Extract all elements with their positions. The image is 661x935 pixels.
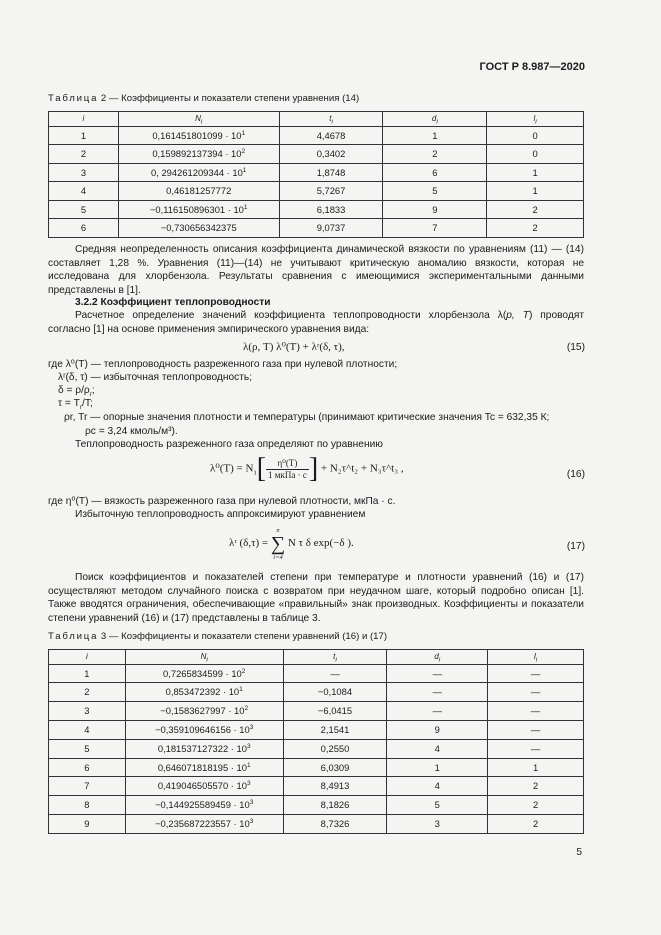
definition-rho-c: ρc = 3,24 кмоль/м³). [85, 426, 178, 437]
table-cell [488, 777, 584, 796]
table-cell [279, 163, 383, 182]
table-cell [125, 664, 283, 683]
equation-17-number: (17) [566, 541, 585, 552]
table-cell [487, 126, 584, 145]
cell-value: 5 [80, 203, 87, 215]
cell-exponent: 2 [244, 705, 249, 713]
table-cell [125, 796, 283, 815]
table-cell [487, 145, 584, 164]
cell-value: 6 [84, 761, 90, 773]
paragraph-excess-conductivity: Избыточную теплопроводность аппроксимируют уравнением [75, 509, 366, 520]
table-cell [387, 777, 488, 796]
table-cell [387, 664, 488, 683]
table3-header-text: N [200, 652, 207, 661]
table3-header-i [49, 650, 126, 665]
cell-value: 9 [432, 203, 438, 215]
cell-value: 1 [434, 761, 440, 773]
cell-value: 0,159892137394 · 10 [152, 148, 242, 160]
table-cell [387, 720, 488, 739]
table-cell [49, 758, 126, 777]
cell-value: −0,116150896301 · 10 [149, 203, 244, 215]
cell-exponent: 3 [246, 780, 251, 788]
table-cell [49, 126, 119, 145]
table-cell [488, 683, 584, 702]
table-cell [387, 758, 488, 777]
table-cell [387, 814, 488, 833]
equation-16-numerator: η⁰(T) [266, 458, 309, 470]
cell-value: −0,359109646156 · 10 [155, 724, 250, 736]
table-row [49, 145, 584, 164]
equation-16-fraction [266, 458, 309, 481]
table-cell [283, 758, 387, 777]
table-cell [49, 200, 119, 219]
equation-16-rhs: + N₂τ^t₂ + N₃τ^t₃ , [320, 462, 404, 475]
definition-lambda0: где λ⁰(T) — теплопроводность разреженного газа при нулевой плотности; [48, 359, 398, 370]
cell-value: 0 [532, 148, 538, 160]
table3-header-row [49, 650, 584, 665]
table-cell [125, 777, 283, 796]
table-cell [118, 163, 279, 182]
table3-header-l [488, 650, 584, 665]
table-cell [283, 814, 387, 833]
cell-value: 1 [532, 185, 538, 197]
cell-exponent: 1 [239, 686, 243, 694]
table-cell [49, 739, 126, 758]
cell-value: 0,161451801099 · 10 [152, 129, 242, 141]
table-row [49, 777, 584, 796]
cell-value: 0,3402 [316, 148, 346, 160]
table2-header-subscript: i [535, 118, 537, 126]
table-row [49, 200, 584, 219]
cell-value: — [530, 705, 541, 717]
equation-16: $\lambda^0(T) = N_1$[ $\frac{\text{η⁰(T)}}{\text{1 мкПа · с}}$ ] + N₂τ^t₂ + N₃τ^t₃ , [210, 453, 404, 484]
table-cell [383, 126, 487, 145]
cell-exponent: 1 [241, 129, 246, 137]
table3-header-subscript: i [335, 656, 337, 664]
cell-value: −0,144925589459 · 10 [155, 799, 250, 811]
table2-header-subscript: i [331, 118, 333, 126]
table-cell [125, 683, 283, 702]
table3-header-subscript: i [535, 656, 538, 664]
cell-value: −0,730656342375 [160, 222, 237, 234]
cell-value: −0,235687223557 · 10 [155, 818, 250, 830]
cell-value: 2 [532, 780, 539, 792]
cell-value: — [432, 667, 442, 679]
definition-delta-main: δ = ρ/ρ [58, 385, 90, 396]
equation-17-rhs: N τ δ exp(−δ ). [287, 537, 354, 550]
table-cell [488, 739, 584, 758]
table3-header-text: i [86, 652, 88, 661]
table-cell [283, 796, 387, 815]
table2-caption-word: Таблица [48, 93, 99, 104]
table-cell [488, 702, 584, 721]
table-cell [49, 182, 119, 201]
table-row [49, 814, 584, 833]
table3-caption-word: Таблица [48, 631, 99, 642]
bracket-left: [ [256, 453, 267, 484]
table-cell [118, 219, 279, 238]
cell-value: 2 [532, 203, 538, 215]
definition-reference-values: ρr, Tr — опорные значения плотности и температуры (принимают критические значения Tc = 632,35 К; [64, 412, 550, 423]
table-cell [49, 219, 119, 238]
cell-value: 1,8748 [316, 166, 346, 178]
equation-15-number: (15) [566, 342, 585, 353]
table-cell [49, 702, 126, 721]
table-cell [387, 796, 488, 815]
cell-value: 1 [432, 129, 438, 141]
table-cell [383, 145, 487, 164]
table-cell [283, 777, 387, 796]
cell-value: 2 [432, 148, 438, 160]
cell-exponent: 2 [241, 147, 246, 155]
cell-value: — [530, 686, 541, 698]
table-cell [125, 758, 283, 777]
table-row [49, 219, 584, 238]
cell-value: 4 [84, 724, 90, 736]
cell-value: 9,0737 [316, 222, 346, 234]
table3-header-d [387, 650, 488, 665]
table2-body [49, 126, 584, 237]
definition-eta0: где η⁰(T) — вязкость разреженного газа при нулевой плотности, мкПа · с. [48, 496, 396, 507]
paragraph-search-method: Поиск коэффициентов и показателей степени при температуре и плотности уравнений (16) и (17) осуществляют методом случайного поиска с возвратом при неудачном шаге, который подробно описан [1]. Также вводятся ограничения, обеспечивающие «правильный» знак производных. Коэффициенты и показатели степени уравнений (16) и (17) представлены в таблице 3. [48, 572, 584, 624]
cell-value: 4 [434, 780, 440, 792]
table-row [49, 163, 584, 182]
definition-delta-sub: r [89, 391, 92, 399]
table-cell [49, 163, 119, 182]
table-row [49, 126, 584, 145]
cell-value: 1 [532, 761, 539, 773]
table3-header-text: t [333, 652, 336, 661]
table3-body [49, 664, 584, 833]
table3-header-N [125, 650, 283, 665]
table3-header-text: l [533, 652, 536, 661]
table-cell [49, 814, 126, 833]
cell-value: 0 [532, 129, 538, 141]
cell-value: 1 [532, 166, 538, 178]
table2-caption-text: 2 — Коэффициенты и показатели степени уравнения (14) [98, 93, 360, 104]
table-cell [387, 702, 488, 721]
paragraph-thermal-conductivity [48, 309, 584, 336]
cell-value: −6,0415 [317, 705, 353, 717]
table-cell [383, 219, 487, 238]
table-cell [118, 200, 279, 219]
cell-exponent: 1 [242, 166, 247, 174]
cell-value: 1 [80, 129, 87, 141]
cell-value: 5 [84, 742, 90, 754]
cell-value: 0,46181257772 [166, 185, 232, 197]
cell-value: — [530, 742, 541, 754]
table-cell [279, 219, 383, 238]
cell-value: 7 [432, 222, 438, 234]
table-row [49, 182, 584, 201]
table-2 [48, 111, 584, 238]
sum-upper-limit: n [276, 527, 280, 534]
equation-15: λ(ρ, T) λ⁰(T) + λʳ(δ, τ), [243, 341, 345, 353]
cell-value: — [330, 667, 340, 679]
cell-value: 3 [80, 166, 87, 178]
table2-header-text: t [329, 114, 332, 123]
equation-17-lhs: λʳ (δ,τ) = [229, 537, 269, 550]
equation-16-denominator: 1 мкПа · с [268, 469, 307, 480]
table-cell [383, 182, 487, 201]
definition-delta-end: ; [91, 385, 95, 396]
sigma-icon: ∑ [270, 533, 286, 555]
table-row [49, 758, 584, 777]
cell-value: 4 [80, 185, 87, 197]
cell-value: 4 [434, 742, 440, 754]
table3-caption [48, 630, 387, 644]
table-row [49, 739, 584, 758]
cell-value: — [432, 686, 442, 698]
table-cell [488, 720, 584, 739]
table-cell [125, 739, 283, 758]
bracket-right: ] [308, 453, 319, 484]
table-cell [118, 182, 279, 201]
cell-value: — [530, 724, 541, 736]
cell-value: 6,1833 [316, 203, 346, 215]
table-row [49, 720, 584, 739]
paragraph-dilute-gas: Теплопроводность разреженного газа определяют по уравнению [75, 439, 383, 450]
cell-value: 2,1541 [320, 724, 350, 736]
definition-tau-sub: r [79, 404, 83, 412]
table-cell [487, 163, 584, 182]
cell-exponent: 3 [249, 817, 254, 825]
equation-16-number: (16) [566, 469, 585, 480]
table-cell [283, 739, 387, 758]
cell-value: −0,1583627997 · 10 [160, 705, 245, 717]
table2-header-N [118, 112, 279, 127]
table2-caption [48, 92, 359, 106]
cell-exponent: 2 [241, 667, 246, 675]
cell-value: 9 [84, 818, 90, 830]
definition-tau-end: /T; [82, 398, 93, 409]
table2-header-subscript: i [200, 118, 203, 126]
table-cell [283, 702, 387, 721]
definition-tau-main: τ = T [58, 398, 80, 409]
table-cell [488, 814, 584, 833]
page-number: 5 [576, 847, 582, 858]
table-cell [49, 796, 126, 815]
table-cell [125, 702, 283, 721]
equation-16-lhs: λ⁰(T) = N [210, 462, 254, 475]
table-cell [49, 664, 126, 683]
table-cell [125, 814, 283, 833]
table2-header-d [383, 112, 487, 127]
table-cell [488, 758, 584, 777]
cell-value: 5 [432, 185, 438, 197]
table-cell [387, 739, 488, 758]
table-row [49, 796, 584, 815]
cell-value: 5,7267 [316, 185, 346, 197]
cell-value: 2 [532, 222, 538, 234]
paragraph2-part-b: p, T [506, 310, 529, 321]
definition-tau [58, 397, 93, 411]
cell-value: — [530, 667, 541, 679]
table-cell [118, 126, 279, 145]
definition-lambda-r: λʳ(δ, τ) — избыточная теплопроводность; [58, 372, 253, 383]
section-heading: 3.2.2 Коэффициент теплопроводности [75, 297, 271, 308]
cell-value: 8,7326 [320, 818, 350, 830]
cell-value: −0,1084 [317, 686, 353, 698]
cell-value: 2 [532, 818, 539, 830]
cell-value: 8,1826 [320, 799, 350, 811]
equation-17 [229, 526, 354, 562]
table2-header-l [487, 112, 584, 127]
table2-header-row [49, 112, 584, 127]
table-cell [488, 664, 584, 683]
table3-header-subscript: i [438, 656, 441, 664]
cell-exponent: 1 [243, 203, 248, 211]
table-cell [118, 145, 279, 164]
table3-caption-text: 3 — Коэффициенты и показатели степени уравнений (16) и (17) [98, 631, 388, 642]
cell-exponent: 3 [249, 799, 254, 807]
table-cell [125, 720, 283, 739]
cell-value: 3 [434, 818, 440, 830]
cell-value: 0,2550 [320, 742, 350, 754]
table2-header-t [279, 112, 383, 127]
cell-value: 7 [84, 780, 90, 792]
cell-value: 6,0309 [320, 761, 350, 773]
table3-header-subscript: i [206, 656, 208, 664]
cell-exponent: 3 [246, 742, 251, 750]
table-cell [487, 200, 584, 219]
cell-value: 6 [80, 222, 87, 234]
table-cell [283, 720, 387, 739]
sum-lower-limit: i=4 [273, 554, 283, 561]
table-3 [48, 649, 584, 834]
table2-header-text: l [533, 114, 536, 123]
paragraph-viscosity-uncertainty: Средняя неопределенность описания коэффициента динамической вязкости по уравнениям (11) — (14) составляет 1,28 %. Уравнения (11)—(14) не учитывают критическую аномалию вязкости, которая не исследована для хлорбензола. Результаты сравнения с имеющимися экспериментальными данными представлены в [1]. [48, 244, 584, 296]
cell-value: 8,4913 [320, 780, 350, 792]
table-cell [279, 200, 383, 219]
table2-header-text: d [431, 114, 437, 123]
table-cell [487, 182, 584, 201]
cell-value: 0,181537127322 · 10 [157, 742, 247, 754]
table-row [49, 664, 584, 683]
table-row [49, 702, 584, 721]
table-cell [383, 200, 487, 219]
cell-value: — [432, 705, 442, 717]
table-cell [279, 182, 383, 201]
cell-exponent: 1 [246, 761, 251, 769]
table-cell [279, 126, 383, 145]
table-cell [49, 145, 119, 164]
table-cell [488, 796, 584, 815]
cell-value: 0, 294261209344 · 10 [151, 166, 243, 178]
table-cell [387, 683, 488, 702]
cell-value: 8 [84, 799, 90, 811]
table3-header-t [283, 650, 387, 665]
table2-header-subscript: i [436, 118, 438, 126]
cell-value: 4,4678 [316, 129, 346, 141]
paragraph2-part-a: Расчетное определение значений коэффициента теплопроводности хлорбензола λ( [75, 310, 507, 321]
cell-value: 2 [84, 686, 90, 698]
cell-value: 2 [532, 799, 539, 811]
document-id: ГОСТ Р 8.987—2020 [479, 61, 585, 73]
cell-value: 9 [434, 724, 440, 736]
table2-header-i [49, 112, 119, 127]
table3-header-text: d [434, 652, 439, 661]
table-cell [49, 720, 126, 739]
cell-value: 0,853472392 · 10 [165, 686, 240, 698]
table-cell [283, 683, 387, 702]
table-cell [49, 777, 126, 796]
cell-value: 6 [432, 166, 438, 178]
cell-value: 5 [434, 799, 440, 811]
cell-value: 2 [80, 148, 87, 160]
table2-header-text: N [195, 114, 201, 123]
cell-value: 1 [84, 667, 90, 679]
paragraph2-part-c: ) проводят согласно [1] на основе применения эмпирического уравнения вида: [48, 310, 585, 335]
definition-delta [58, 384, 95, 398]
table-cell [279, 145, 383, 164]
sum-sign [271, 526, 285, 562]
table2-header-text: i [82, 114, 85, 123]
cell-value: 0,7265834599 · 10 [163, 667, 242, 679]
cell-value: 0,646071818195 · 10 [157, 761, 247, 773]
cell-exponent: 3 [249, 723, 254, 731]
table-cell [283, 664, 387, 683]
cell-value: 0,419046505570 · 10 [157, 780, 247, 792]
table-cell [487, 219, 584, 238]
cell-value: 3 [84, 705, 90, 717]
table-cell [383, 163, 487, 182]
table-cell [49, 683, 126, 702]
table-row [49, 683, 584, 702]
